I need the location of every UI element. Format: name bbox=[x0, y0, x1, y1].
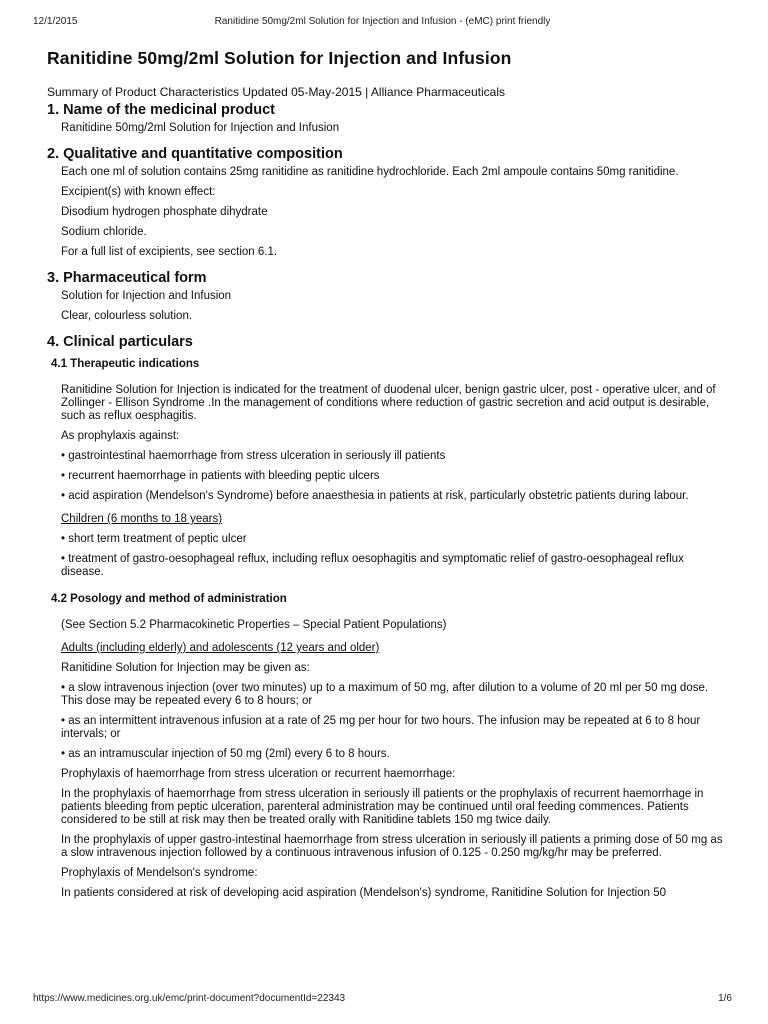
section-3-paragraph: Clear, colourless solution. bbox=[61, 310, 193, 322]
section-4-2-paragraph: In the prophylaxis of haemorrhage from stress ulceration in seriously ill patients or the prophylaxis of recurrent haemorrhage in patients bleeding from peptic ulceration, parenteral administration may be continued until oral feeding commences. Patients considered to be still at risk may then be treated orally with Ranitidine tablets 150 mg twice daily. bbox=[61, 788, 704, 826]
section-1-heading: 1. Name of the medicinal product bbox=[47, 102, 276, 118]
document-title: Ranitidine 50mg/2ml Solution for Injection and Infusion bbox=[47, 48, 512, 68]
section-2-paragraph: Excipient(s) with known effect: bbox=[61, 186, 216, 198]
section-2-paragraph: For a full list of excipients, see section 6.1. bbox=[61, 246, 278, 258]
print-date: 12/1/2015 bbox=[33, 16, 78, 27]
section-3 bbox=[47, 270, 723, 323]
section-4-1-paragraph: As prophylaxis against: bbox=[61, 430, 180, 442]
bullet-item: • acid aspiration (Mendelson's Syndrome) before anaesthesia in patients at risk, particularly obstetric patients during labour. bbox=[61, 490, 689, 502]
section-4-1-paragraph: Ranitidine Solution for Injection is indicated for the treatment of duodenal ulcer, benign gastric ulcer, post - operative ulcer, and of Zollinger - Ellison Syndrome .In the management of conditions where reduction of gastric secretion and acid output is desirable, such as reflux oesphagitis. bbox=[61, 384, 716, 422]
bullet-item: • as an intramuscular injection of 50 mg (2ml) every 6 to 8 hours. bbox=[61, 748, 390, 760]
section-4-2-paragraph: Ranitidine Solution for Injection may be given as: bbox=[61, 662, 310, 674]
section-2-heading: 2. Qualitative and quantitative composition bbox=[47, 146, 343, 162]
bullet-item: • short term treatment of peptic ulcer bbox=[61, 533, 247, 545]
print-header bbox=[33, 16, 732, 30]
children-subheading: Children (6 months to 18 years) bbox=[61, 513, 223, 525]
section-4-2-paragraph: In patients considered at risk of developing acid aspiration (Mendelson's) syndrome, Ranitidine Solution for Injection 50 bbox=[61, 887, 667, 899]
section-4-1-heading: 4.1 Therapeutic indications bbox=[51, 358, 200, 370]
section-4 bbox=[47, 334, 723, 900]
section-1-text: Ranitidine 50mg/2ml Solution for Injection and Infusion bbox=[61, 122, 340, 134]
print-url[interactable]: https://www.medicines.org.uk/emc/print-document?documentId=22343 bbox=[33, 993, 346, 1004]
document-summary: Summary of Product Characteristics Updated 05-May-2015 | Alliance Pharmaceuticals bbox=[47, 85, 505, 99]
section-2-paragraph: Each one ml of solution contains 25mg ranitidine as ranitidine hydrochloride. Each 2ml ampoule contains 50mg ranitidine. bbox=[61, 166, 679, 178]
bullet-item: • recurrent haemorrhage in patients with bleeding peptic ulcers bbox=[61, 470, 380, 482]
section-4-heading: 4. Clinical particulars bbox=[47, 334, 193, 350]
adults-subheading: Adults (including elderly) and adolescents (12 years and older) bbox=[61, 642, 380, 654]
section-2 bbox=[47, 146, 723, 259]
bullet-item: • as an intermittent intravenous infusion at a rate of 25 mg per hour for two hours. The infusion may be repeated at 6 to 8 hour intervals; or bbox=[61, 715, 701, 740]
bullet-item: • treatment of gastro-oesophageal reflux, including reflux oesophagitis and symptomatic relief of gastro-oesophageal reflux disease. bbox=[61, 553, 684, 578]
section-4-2-heading: 4.2 Posology and method of administration bbox=[51, 593, 287, 605]
section-4-2-paragraph: Prophylaxis of haemorrhage from stress ulceration or recurrent haemorrhage: bbox=[61, 768, 456, 780]
bullet-item: • gastrointestinal haemorrhage from stress ulceration in seriously ill patients bbox=[61, 450, 446, 462]
print-title: Ranitidine 50mg/2ml Solution for Injection and Infusion - (eMC) print friendly bbox=[214, 16, 551, 27]
section-4-2-paragraph: In the prophylaxis of upper gastro-intestinal haemorrhage from stress ulceration in seriously ill patients a priming dose of 50 mg as a slow intravenous injection followed by a continuous intravenous infusion of 0.125 - 0.250 mg/kg/hr may be preferred. bbox=[61, 834, 723, 859]
page-number: 1/6 bbox=[718, 993, 732, 1004]
section-1 bbox=[47, 102, 723, 135]
bullet-item: • a slow intravenous injection (over two minutes) up to a maximum of 50 mg, after dilution to a volume of 20 ml per 50 mg dose. This dose may be repeated every 6 to 8 hours; or bbox=[61, 682, 709, 707]
print-footer bbox=[33, 993, 732, 1007]
document-body bbox=[47, 48, 723, 911]
section-3-paragraph: Solution for Injection and Infusion bbox=[61, 290, 232, 302]
section-4-2-paragraph: Prophylaxis of Mendelson's syndrome: bbox=[61, 867, 258, 879]
section-2-paragraph: Disodium hydrogen phosphate dihydrate bbox=[61, 206, 268, 218]
section-3-heading: 3. Pharmaceutical form bbox=[47, 270, 207, 286]
section-4-2-paragraph: (See Section 5.2 Pharmacokinetic Properties – Special Patient Populations) bbox=[61, 619, 447, 631]
section-2-paragraph: Sodium chloride. bbox=[61, 226, 147, 238]
